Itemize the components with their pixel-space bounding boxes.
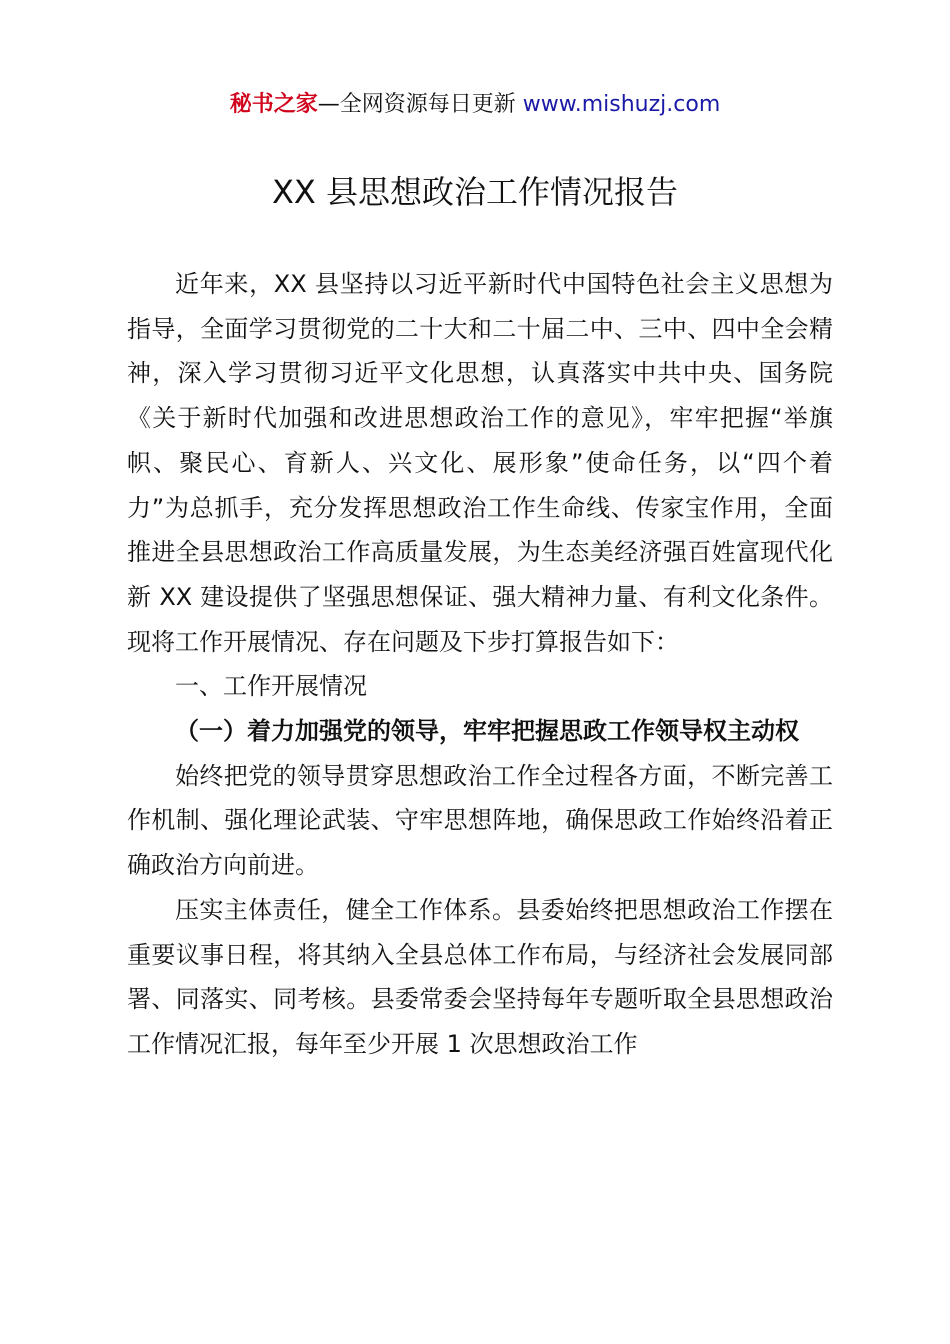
site-tagline: —全网资源每日更新: [317, 92, 523, 117]
site-url-link[interactable]: www.mishuzj.com: [522, 92, 721, 117]
document-body: [127, 262, 833, 1067]
intro-paragraph: 近年来，XX 县坚持以习近平新时代中国特色社会主义思想为指导，全面学习贯彻党的二十大和二十届二中、三中、四中全会精神，深入学习贯彻习近平文化思想，认真落实中共中央、国务院《关于新时代加强和改进思想政治工作的意见》，牢牢把握“举旗帜、聚民心、育新人、兴文化、展形象”使命任务，以“四个着力”为总抓手，充分发挥思想政治工作生命线、传家宝作用，全面推进全县思想政治工作高质量发展，为生态美经济强百姓富现代化新 XX 建设提供了坚强思想保证、强大精神力量、有利文化条件。现将工作开展情况、存在问题及下步打算报告如下：: [127, 270, 833, 656]
site-header: [0, 88, 950, 122]
site-brand[interactable]: 秘书之家: [229, 92, 318, 117]
subsection-paragraph-1: 始终把党的领导贯穿思想政治工作全过程各方面，不断完善工作机制、强化理论武装、守牢思想阵地，确保思政工作始终沿着正确政治方向前进。: [127, 761, 833, 880]
subsection-paragraph-2: 压实主体责任，健全工作体系。县委始终把思想政治工作摆在重要议事日程，将其纳入全县总体工作布局，与经济社会发展同部署、同落实、同考核。县委常委会坚持每年专题听取全县思想政治工作情况汇报，每年至少开展 1 次思想政治工作: [127, 895, 833, 1058]
section-heading-1: 一、工作开展情况: [175, 672, 367, 701]
document-title: XX 县思想政治工作情况报告: [271, 173, 679, 211]
subsection-heading-1: （一）着力加强党的领导，牢牢把握思政工作领导权主动权: [175, 717, 799, 746]
